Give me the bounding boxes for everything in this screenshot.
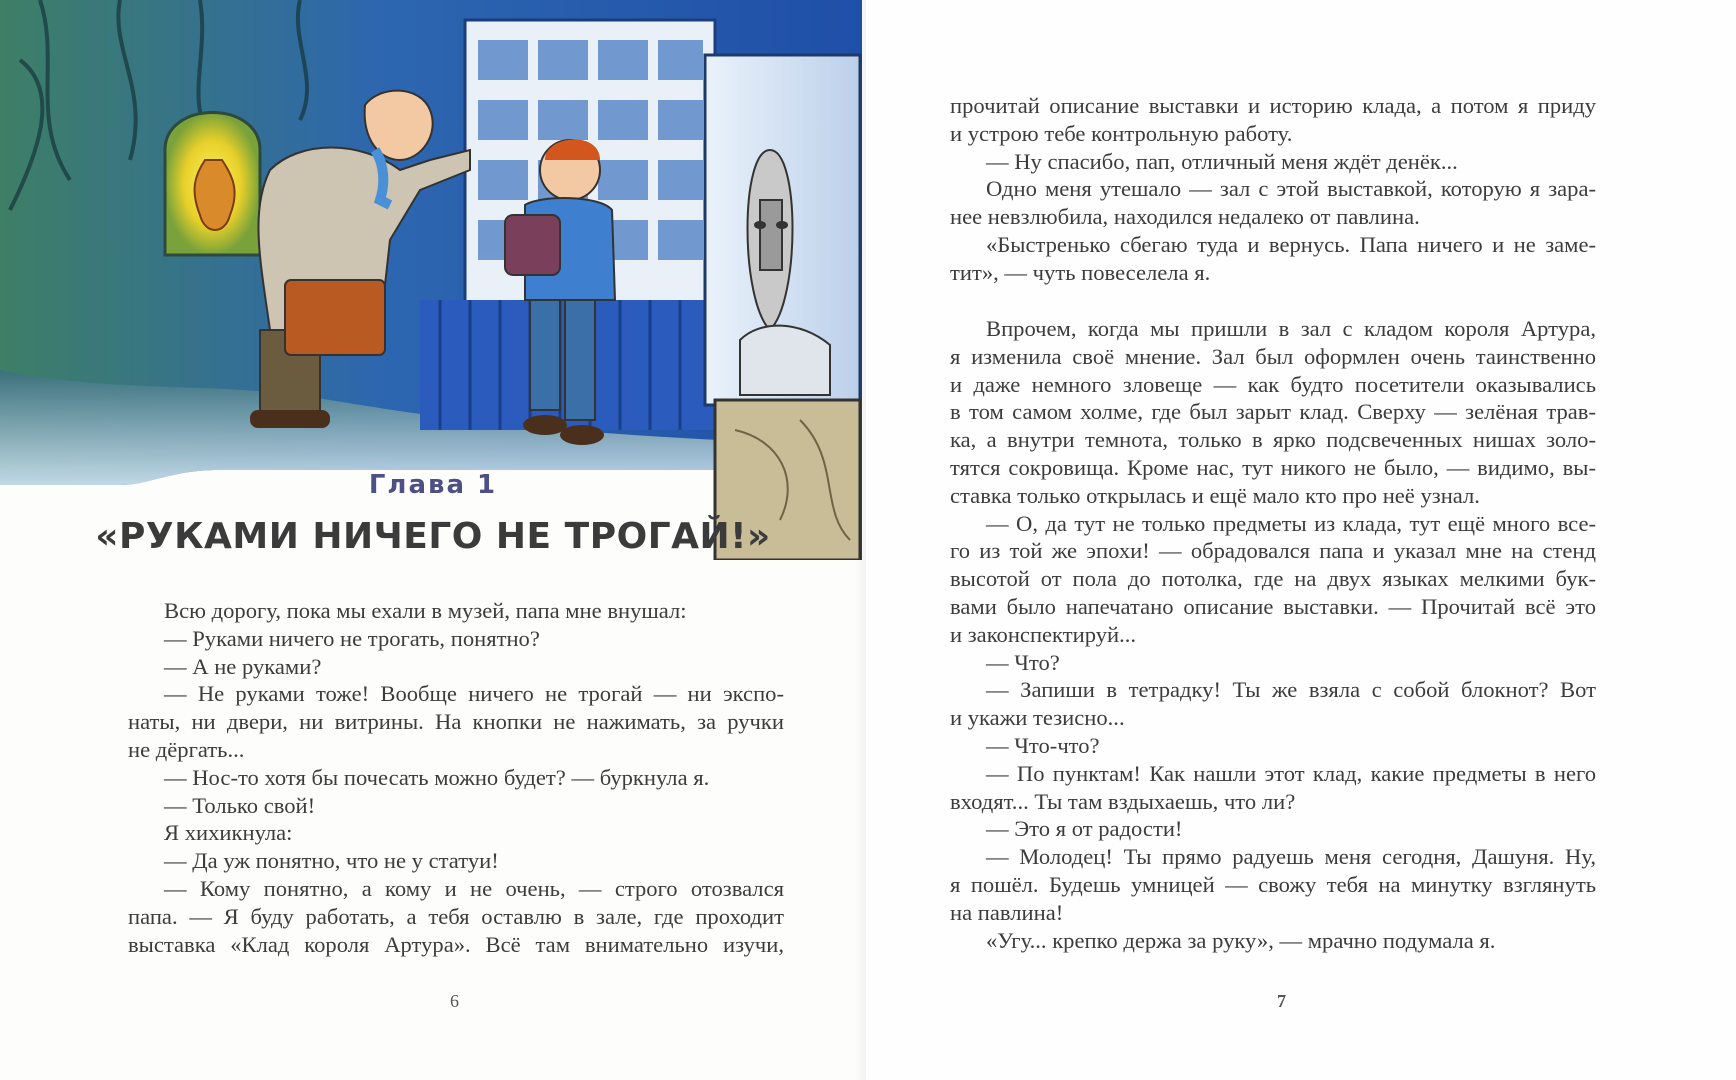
text-line: — Молодец! Ты прямо радуешь меня сегодня, Дашуня. Ну, (986, 844, 1596, 870)
left-page-text (128, 597, 784, 958)
left-page (0, 0, 866, 1080)
text-line: Я хихикнула: (164, 820, 293, 846)
right-page-text-bottom (950, 315, 1596, 954)
text-line: — Это я от радости! (986, 816, 1183, 842)
text-line: Впрочем, когда мы пришли в зал с кладом короля Артура, (986, 316, 1596, 341)
text-line: наты, ни двери, ни витрины. На кнопки не нажимать, за ручки (128, 709, 784, 735)
text-line: ставка только открылась и ещё мало кто про неё узнал. (950, 482, 1480, 508)
text-line: тит», — чуть повеселела я. (950, 259, 1211, 285)
text-line: — Что? (986, 649, 1060, 675)
text-line: Всю дорогу, пока мы ехали в музей, папа мне внушал: (164, 598, 687, 623)
text-line: я пошёл. Будешь умницей — свожу тебя на минутку взглянуть (950, 871, 1596, 897)
text-line: нее невзлюбила, находился недалеко от павлина. (950, 204, 1420, 230)
text-line: — Что-что? (986, 732, 1100, 758)
text-line: — Не руками тоже! Вообще ничего не трогай — ни экспо- (164, 681, 784, 707)
text-line: — По пунктам! Как нашли этот клад, какие предметы в него (986, 760, 1596, 786)
text-line: я изменила своё мнение. Зал был оформлен очень таинственно (950, 343, 1596, 369)
text-line: Одно меня утешало — зал с этой выставкой, которую я зара- (986, 176, 1596, 202)
text-line: «Быстренько сбегаю туда и вернусь. Папа ничего и не заме- (986, 231, 1596, 257)
right-page-text-top (950, 92, 1596, 287)
text-line: го из той же эпохи! — обрадовался папа и указал мне на стенд (950, 538, 1596, 564)
text-line: не дёргать... (128, 736, 245, 762)
text-line: высотой от пола до потолка, где на двух языках мелкими бук- (950, 566, 1596, 592)
text-line: — Запиши в тетрадку! Ты же взяла с собой блокнот? Вот (986, 677, 1596, 703)
chapter-title: «РУКАМИ НИЧЕГО НЕ ТРОГАЙ!» (95, 516, 771, 557)
text-line: — Только свой! (164, 792, 316, 818)
text-line: и устрою тебе контрольную работу. (950, 120, 1293, 146)
text-line: папа. — Я буду работать, а тебя оставлю в зале, где проходит (128, 903, 784, 929)
text-line: в том самом холме, где был зарыт клад. Сверху — зелёная трав- (950, 399, 1596, 425)
text-line: и даже немного зловеще — как будто посетители оказывались (950, 371, 1596, 397)
text-line: на павлина! (950, 899, 1064, 925)
text-line: и укажи тезисно... (950, 705, 1125, 731)
text-line: — Нос-то хотя бы почесать можно будет? — буркнула я. (164, 764, 710, 790)
text-line: ка, а внутри темнота, только в ярко подсвеченных нишах золо- (950, 427, 1596, 453)
text-line: — Кому понятно, а кому и не очень, — строго отозвался (164, 875, 784, 901)
text-line: — Руками ничего не трогать, понятно? (164, 625, 540, 651)
text-line: и законспектируй... (950, 621, 1137, 647)
text-line: прочитай описание выставки и историю клада, а потом я приду (950, 93, 1596, 118)
text-line: вами было напечатано описание выставки. — Прочитай всё это (950, 593, 1596, 619)
text-line: — Ну спасибо, пап, отличный меня ждёт денёк... (986, 148, 1458, 174)
page-number-right: 7 (1277, 991, 1286, 1011)
text-line: — О, да тут не только предметы из клада, тут ещё много все- (986, 510, 1596, 536)
text-line: тятся сокровища. Кроме нас, тут никого не было, — видимо, вы- (950, 454, 1596, 480)
page-number-left: 6 (450, 991, 459, 1011)
text-line: входят... Ты там вздыхаешь, что ли? (950, 788, 1296, 814)
text-line: «Угу... крепко держа за руку», — мрачно подумала я. (986, 927, 1496, 953)
text-line: выставка «Клад короля Артура». Всё там внимательно изучи, (128, 931, 784, 957)
text-line: — А не руками? (164, 653, 322, 679)
text-line: — Да уж понятно, что не у статуи! (164, 848, 499, 874)
chapter-label: Глава 1 (368, 470, 498, 500)
right-page (866, 0, 1736, 1080)
